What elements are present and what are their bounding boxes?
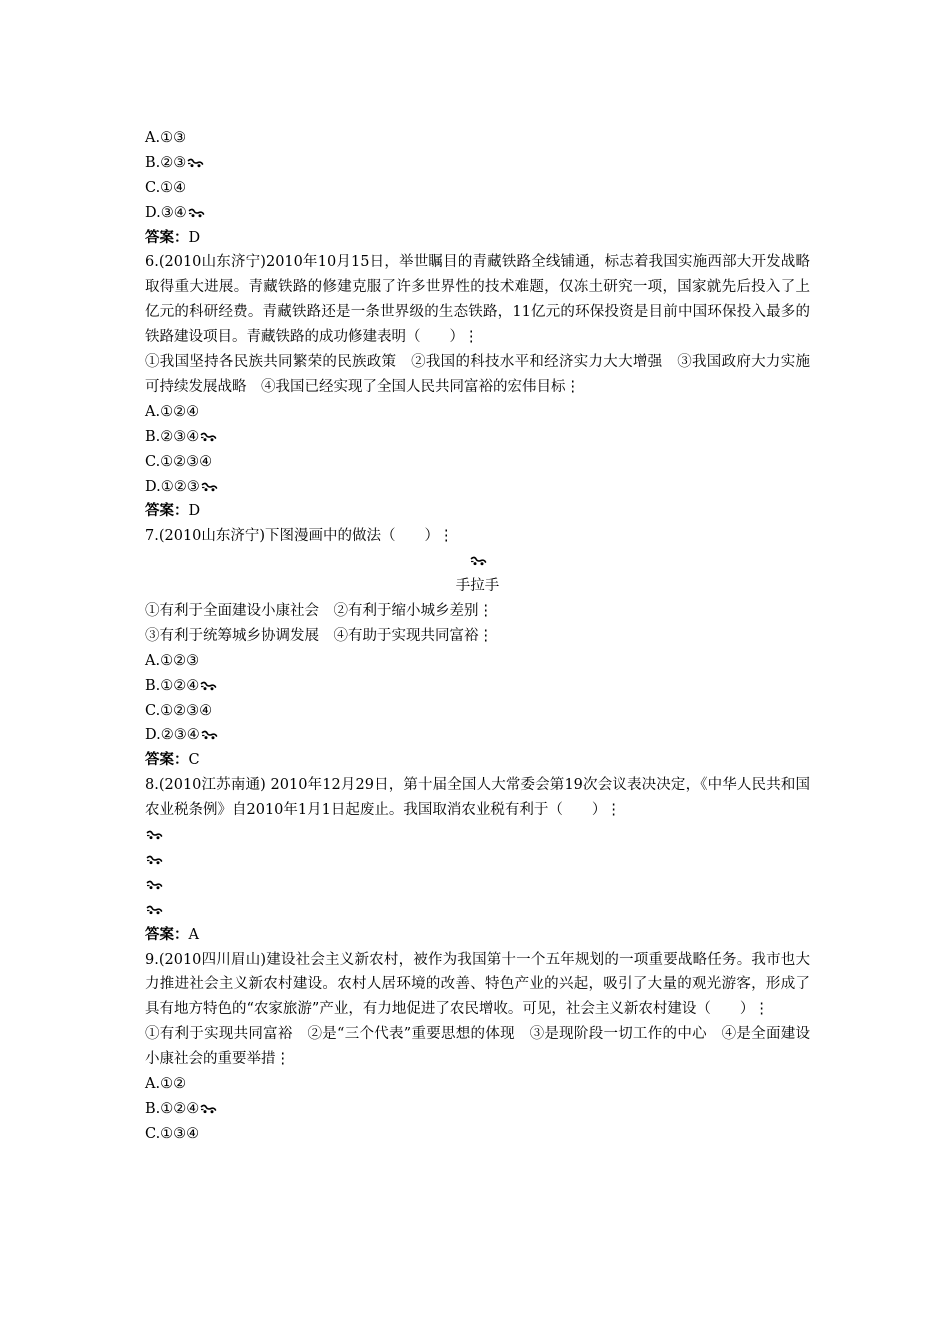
watermark-mark-icon (146, 905, 163, 915)
q5-option-b: B.②③ (145, 151, 810, 176)
q5-answer: 答案：D (145, 228, 201, 246)
watermark-mark-icon (146, 855, 163, 865)
q6-stem: 6.(2010山东济宁)2010年10月15日，举世瞩目的青藏铁路全线铺通，标志着我国实施西部大开发战略取得重大进展。青藏铁路的修建克服了许多世界性的技术难题，仅冻土研究一项，国家就先后投入了上亿元的科研经费。青藏铁路还是一条世界级的生态铁路，11亿元的环保投资是目前中国环保投入最多的铁路建设项目。青藏铁路的成功修建表明（ ）⋮ (145, 254, 810, 346)
q9-option-c: C.①③④ (145, 1125, 200, 1142)
q6-option-c: C.①②③④ (145, 453, 213, 470)
q8-option-image-1 (145, 823, 810, 848)
q7-statement-1: ①有利于全面建设小康社会 ②有利于缩小城乡差别⋮ (145, 603, 493, 620)
q7-stem: 7.(2010山东济宁)下图漫画中的做法（ ）⋮ (145, 528, 454, 545)
q9-option-b: B.①②④ (145, 1097, 810, 1122)
q7-statement-2: ③有利于统筹城乡协调发展 ④有助于实现共同富裕⋮ (145, 627, 493, 644)
q7-cartoon-placeholder (145, 549, 810, 574)
q5-options (145, 126, 810, 226)
q8-option-image-3 (145, 873, 810, 898)
watermark-mark-icon (470, 556, 487, 566)
watermark-mark-icon (146, 830, 163, 840)
q7-option-b: B.①②④ (145, 674, 810, 699)
q8-option-image-2 (145, 848, 810, 873)
watermark-mark-icon (200, 1104, 217, 1114)
q8-answer: 答案：A (145, 925, 199, 943)
q7-options (145, 649, 810, 749)
q7-option-c: C.①②③④ (145, 702, 213, 719)
q7-cartoon-caption: 手拉手 (455, 578, 500, 595)
q6-option-d: D.①②③ (145, 475, 810, 500)
q8-stem: 8.(2010江苏南通) 2010年12月29日，第十届全国人大常委会第19次会议表决决定，《中华人民共和国农业税条例》自2010年1月1日起废止。我国取消农业税有利于（ ）⋮ (145, 777, 810, 819)
document-page (145, 126, 810, 1147)
watermark-mark-icon (201, 482, 218, 492)
q9-statements: ①有利于实现共同富裕 ②是“三个代表”重要思想的体现 ③是现阶段一切工作的中心 ④是全面建设小康社会的重要举措⋮ (145, 1026, 810, 1068)
q6-answer: 答案：D (145, 502, 201, 520)
watermark-mark-icon (188, 208, 205, 218)
q9-option-a: A.①② (145, 1076, 187, 1093)
q9-stem: 9.(2010四川眉山)建设社会主义新农村，被作为我国第十一个五年规划的一项重要战略任务。我市也大力推进社会主义新农村建设。农村人居环境的改善、特色产业的兴起，吸引了大量的观光游客，形成了具有地方特色的“农家旅游”产业，有力地促进了农民增收。可见，社会主义新农村建设（ ）⋮ (145, 951, 810, 1018)
q7-answer: 答案：C (145, 751, 200, 769)
q5-option-d: D.③④ (145, 201, 810, 226)
q7-option-a: A.①②③ (145, 652, 200, 669)
q6-option-b: B.②③④ (145, 425, 810, 450)
q6-option-a: A.①②④ (145, 403, 200, 420)
watermark-mark-icon (146, 880, 163, 890)
q5-option-c: C.①④ (145, 179, 187, 196)
q8-option-image-4 (145, 898, 810, 923)
q6-options (145, 400, 810, 500)
q8-options-images (145, 823, 810, 923)
q5-option-a: A.①③ (145, 130, 187, 146)
q6-statements: ①我国坚持各民族共同繁荣的民族政策 ②我国的科技水平和经济实力大大增强 ③我国政府大力实施可持续发展战略 ④我国已经实现了全国人民共同富裕的宏伟目标⋮ (145, 354, 810, 395)
watermark-mark-icon (187, 158, 204, 168)
watermark-mark-icon (201, 730, 218, 740)
q9-options (145, 1072, 810, 1147)
q7-option-d: D.②③④ (145, 723, 810, 748)
watermark-mark-icon (200, 681, 217, 691)
watermark-mark-icon (200, 432, 217, 442)
